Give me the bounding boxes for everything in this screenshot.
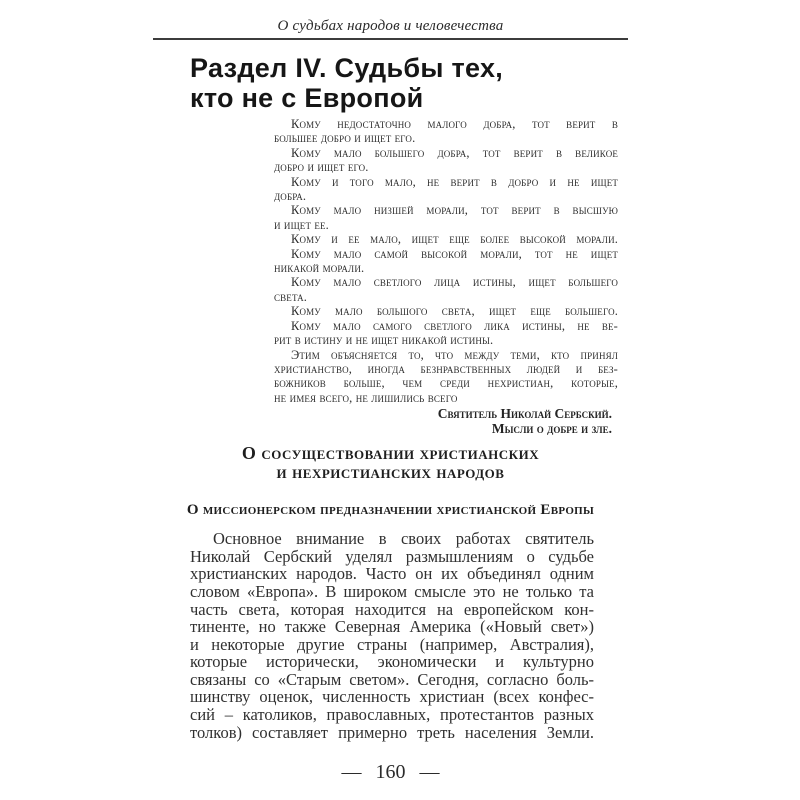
text-line: Основное внимание в своих работах святитель xyxy=(213,529,594,549)
text-line: словом «Европа». В широком смысле это не только та xyxy=(190,581,594,601)
text-line: тиненте, но также Северная Америка («Новый свет») xyxy=(190,617,594,637)
text-line: связаны со «Старым светом». Сегодня, согласно боль- xyxy=(190,669,594,689)
page-content xyxy=(153,18,628,784)
text-line: и ищет ее. xyxy=(274,217,329,232)
text-line: добра. xyxy=(274,189,307,204)
text-line: добро и ищет его. xyxy=(274,160,369,175)
epigraph-paragraph xyxy=(274,348,618,406)
epigraph-paragraph xyxy=(274,146,618,175)
text-line: сий – католиков, православных, протестантов разных xyxy=(190,705,594,725)
text-line: Кому мало самой высокой морали, тот не ищет xyxy=(291,246,618,261)
text-line: Этим объясняется то, что между теми, кто принял xyxy=(291,347,618,362)
text-line: Кому и ее мало, ищет еще более высокой морали. xyxy=(291,232,618,247)
text-line: Николай Сербский уделял размышлениям о судьбе xyxy=(190,546,594,566)
text-line: шинству оценок, численность христиан (всех конфес- xyxy=(190,687,594,707)
page-number: — 160 — xyxy=(341,761,440,784)
chapter-title xyxy=(190,53,628,113)
section-heading-line-2: и нехристианских народов xyxy=(276,461,505,482)
text-line: рит в истину и не ищет никакой истины. xyxy=(274,333,494,348)
text-line: часть света, которая находится на европейском кон- xyxy=(190,599,594,619)
header-divider-rule xyxy=(153,38,628,40)
text-line: Кому мало самого светлого лика истины, не ве- xyxy=(291,318,618,333)
text-line: христианских народов. Часто он их объединял одним xyxy=(190,564,594,584)
epigraph-paragraph xyxy=(274,304,618,318)
epigraph-paragraph xyxy=(274,275,618,304)
epigraph-paragraph xyxy=(274,232,618,246)
epigraph-attribution xyxy=(153,407,612,436)
section-heading-line-1: О сосуществовании христианских xyxy=(241,443,540,464)
epigraph-paragraph xyxy=(274,175,618,204)
running-head: О судьбах народов и человечества xyxy=(277,18,504,34)
text-line: Кому мало светлого лица истины, ищет большего xyxy=(291,275,618,290)
text-line: большее добро и ищет его. xyxy=(274,131,416,146)
attribution-work: Мысли о добре и зле. xyxy=(491,420,612,436)
text-line: христианство, иногда безнравственных людей и без- xyxy=(274,361,618,376)
text-line: света. xyxy=(274,289,308,304)
text-line: Кому мало большого света, ищет еще большего. xyxy=(291,304,618,319)
attribution-author: Святитель Николай Сербский. xyxy=(437,406,612,422)
text-line: Кому недостаточно малого добра, тот верит в xyxy=(291,117,618,131)
epigraph-paragraph xyxy=(274,203,618,232)
text-line: толков) составляет примерно треть населения Земли. xyxy=(190,722,594,742)
epigraph-paragraph xyxy=(274,117,618,146)
text-line: Кому и того мало, не верит в добро и не ищет xyxy=(291,174,618,189)
chapter-title-line-1: Раздел IV. Судьбы тех, xyxy=(190,53,504,83)
sub-heading: О миссионерском предназначении христианской Европы xyxy=(186,502,595,519)
text-line: и некоторые другие страны (например, Австралия), xyxy=(190,634,594,654)
epigraph-paragraph xyxy=(274,247,618,276)
text-line: Кому мало большего добра, тот верит в великое xyxy=(291,145,618,160)
section-heading xyxy=(153,444,628,481)
text-line: которые исторически, экономически и культурно xyxy=(190,652,594,672)
text-line: божников больше, чем среди нехристиан, которые, xyxy=(274,376,618,391)
body-paragraph xyxy=(190,530,594,741)
text-line: никакой морали. xyxy=(274,261,365,276)
epigraph-paragraph xyxy=(274,319,618,348)
epigraph xyxy=(274,117,618,405)
chapter-title-line-2: кто не с Европой xyxy=(190,83,424,113)
text-line: Кому мало низшей морали, тот верит в высшую xyxy=(291,203,618,218)
text-line: не имея всего, не лишились всего xyxy=(274,390,458,405)
